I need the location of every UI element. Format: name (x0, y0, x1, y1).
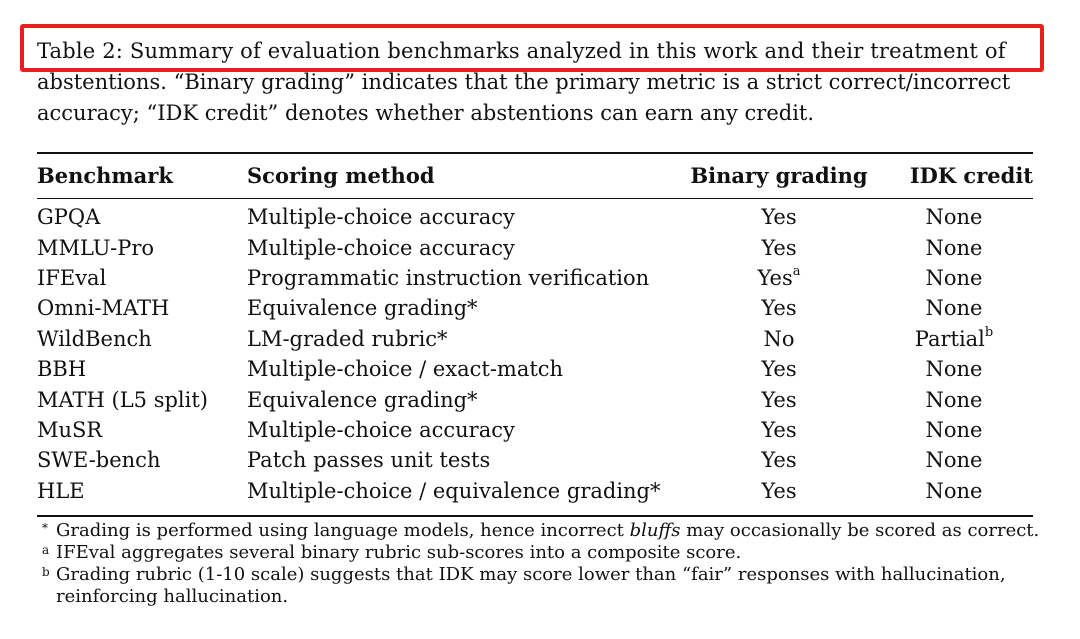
table-row (37, 476, 1033, 506)
cell-idk-credit-text: None (925, 205, 983, 230)
cell-scoring-method (247, 324, 683, 354)
header-idk-credit: IDK credit (909, 162, 1033, 188)
cell-benchmark (37, 384, 247, 414)
cell-benchmark-text: Omni-MATH (37, 296, 170, 321)
table-row (37, 263, 1033, 293)
cell-benchmark-text: HLE (37, 478, 85, 503)
cell-scoring-method (247, 293, 683, 323)
cell-binary-grading-text: Yes (761, 235, 797, 260)
cell-idk-credit (875, 293, 1033, 323)
cell-benchmark-text: MATH (L5 split) (37, 387, 208, 412)
cell-benchmark (37, 354, 247, 384)
footnote-a-text: IFEval aggregates several binary rubric sub-scores into a composite score. (56, 542, 742, 563)
cell-binary-grading-text: Yes (757, 265, 793, 290)
table-header-rule (37, 198, 1033, 199)
footnotes (42, 520, 1046, 608)
cell-benchmark-text: MMLU-Pro (37, 235, 155, 260)
cell-benchmark-text: MuSR (37, 417, 103, 442)
cell-scoring-method (247, 384, 683, 414)
table-header-row (37, 152, 1033, 198)
cell-scoring-method (247, 415, 683, 445)
footnote-a (42, 542, 1046, 564)
cell-benchmark-text: GPQA (37, 205, 101, 230)
cell-scoring-method (247, 354, 683, 384)
cell-binary-grading-text: Yes (761, 387, 797, 412)
cell-idk-credit-text: None (925, 387, 983, 412)
table-top-rule (37, 152, 1033, 154)
cell-idk-credit-text: None (925, 265, 983, 290)
cell-binary-grading (683, 232, 875, 262)
cell-binary-grading-text: Yes (761, 357, 797, 382)
caption-line-3: accuracy; “IDK credit” denotes whether abstentions can earn any credit. (37, 101, 815, 125)
cell-scoring-method (247, 263, 683, 293)
cell-scoring-method (247, 445, 683, 475)
cell-binary-grading (683, 263, 875, 293)
table-row (37, 198, 1033, 232)
footnote-star-mark: * (42, 521, 48, 535)
cell-scoring-method-text: Equivalence grading* (247, 296, 478, 321)
cell-benchmark (37, 415, 247, 445)
cell-binary-grading-text: Yes (761, 448, 797, 473)
cell-scoring-method-text: Equivalence grading* (247, 387, 478, 412)
cell-scoring-method (247, 476, 683, 506)
cell-idk-credit (875, 384, 1033, 414)
cell-idk-credit (875, 476, 1033, 506)
header-scoring-method: Scoring method (247, 162, 435, 188)
cell-scoring-method-text: Multiple-choice accuracy (247, 417, 515, 442)
table-bottom-rule (37, 515, 1033, 517)
cell-idk-credit (875, 263, 1033, 293)
footnote-b-line-1: Grading rubric (1-10 scale) suggests that IDK may score lower than “fair” responses with hallucination, (56, 564, 1006, 585)
cell-scoring-method-text: Multiple-choice accuracy (247, 235, 515, 260)
cell-binary-grading (683, 198, 875, 232)
footnote-star-emphasis: bluffs (629, 520, 681, 541)
cell-scoring-method-text: Multiple-choice accuracy (247, 205, 515, 230)
table-row (37, 354, 1033, 384)
cell-idk-credit-text: None (925, 478, 983, 503)
cell-benchmark (37, 476, 247, 506)
caption-line-2: abstentions. “Binary grading” indicates that the primary metric is a strict correct/incorrect (37, 70, 1011, 94)
cell-idk-credit (875, 354, 1033, 384)
cell-benchmark (37, 198, 247, 232)
cell-binary-grading (683, 293, 875, 323)
cell-binary-grading (683, 445, 875, 475)
table-row (37, 384, 1033, 414)
cell-benchmark (37, 445, 247, 475)
cell-binary-grading-text: No (763, 326, 795, 351)
header-binary-grading: Binary grading (690, 162, 868, 188)
cell-idk-credit (875, 232, 1033, 262)
cell-binary-grading (683, 354, 875, 384)
cell-scoring-method-text: Patch passes unit tests (247, 448, 491, 473)
cell-idk-credit (875, 198, 1033, 232)
cell-binary-grading (683, 384, 875, 414)
cell-idk-credit-text: None (925, 448, 983, 473)
cell-binary-grading-text: Yes (761, 478, 797, 503)
cell-idk-credit (875, 324, 1033, 354)
footnote-star-text-after: may occasionally be scored as correct. (680, 520, 1040, 541)
cell-benchmark-text: WildBench (37, 326, 152, 351)
cell-idk-credit (875, 415, 1033, 445)
footnote-a-mark: a (42, 543, 50, 557)
cell-benchmark-text: BBH (37, 357, 87, 382)
cell-scoring-method (247, 198, 683, 232)
table-caption (37, 36, 1037, 129)
cell-binary-grading (683, 476, 875, 506)
table-row (37, 445, 1033, 475)
cell-benchmark (37, 324, 247, 354)
cell-idk-credit-text: Partial (914, 326, 985, 351)
cell-idk-credit-text: None (925, 357, 983, 382)
table-body (37, 198, 1033, 506)
caption-line-1: Table 2: Summary of evaluation benchmarks analyzed in this work and their treatment of (37, 39, 1006, 63)
footnote-b (42, 564, 1046, 608)
cell-benchmark (37, 263, 247, 293)
footnote-b-mark: b (42, 565, 50, 579)
cell-benchmark-text: IFEval (37, 265, 107, 290)
header-benchmark: Benchmark (37, 162, 173, 188)
cell-idk-credit-text: None (925, 235, 983, 260)
cell-scoring-method-text: Programmatic instruction verification (247, 265, 650, 290)
footnote-star-text-before: Grading is performed using language models, hence incorrect (56, 520, 630, 541)
cell-binary-grading-text: Yes (761, 296, 797, 321)
table-row (37, 232, 1033, 262)
cell-binary-grading-text: Yes (761, 205, 797, 230)
cell-idk-credit (875, 445, 1033, 475)
cell-binary-grading (683, 415, 875, 445)
cell-scoring-method-text: LM-graded rubric* (247, 326, 448, 351)
cell-binary-grading-footnote-mark: a (792, 263, 801, 279)
table-row (37, 293, 1033, 323)
cell-idk-credit-text: None (925, 417, 983, 442)
cell-benchmark (37, 232, 247, 262)
footnote-star (42, 520, 1046, 542)
cell-scoring-method (247, 232, 683, 262)
cell-benchmark-text: SWE-bench (37, 448, 161, 473)
table-row (37, 415, 1033, 445)
cell-scoring-method-text: Multiple-choice / equivalence grading* (247, 478, 661, 503)
cell-binary-grading (683, 324, 875, 354)
cell-binary-grading-text: Yes (761, 417, 797, 442)
cell-idk-credit-text: None (925, 296, 983, 321)
cell-idk-credit-footnote-mark: b (984, 324, 994, 340)
footnote-b-line-2: reinforcing hallucination. (56, 586, 289, 607)
table-row (37, 324, 1033, 354)
cell-scoring-method-text: Multiple-choice / exact-match (247, 357, 564, 382)
cell-benchmark (37, 293, 247, 323)
